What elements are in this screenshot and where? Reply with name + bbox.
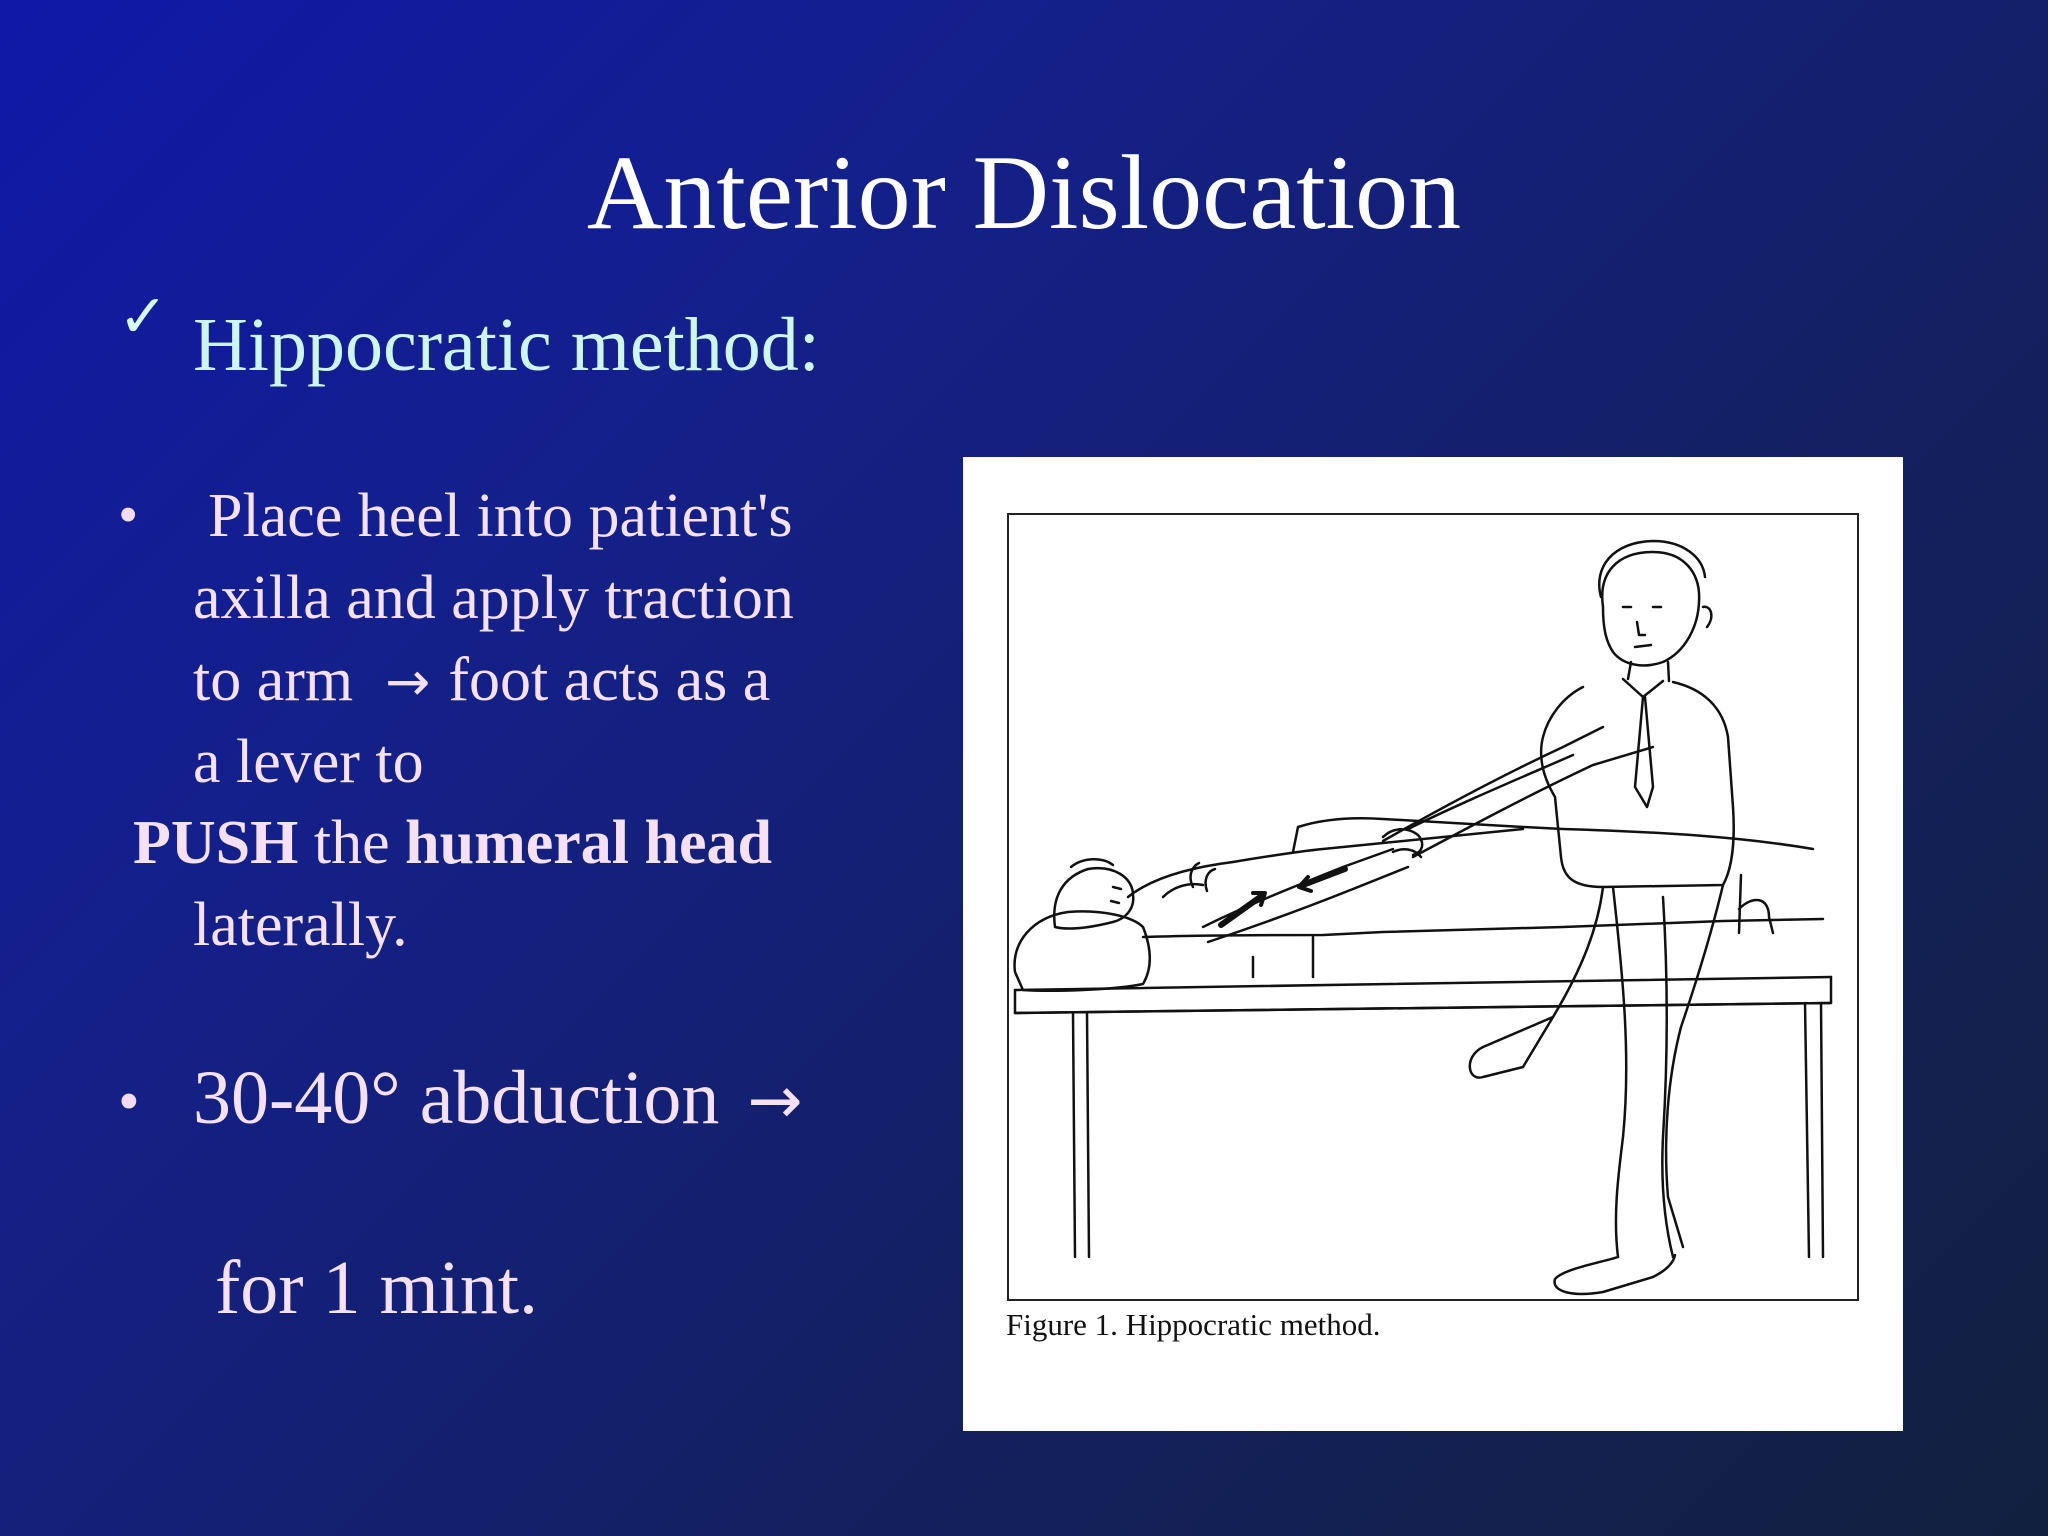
arrow-icon: → xyxy=(747,1062,803,1139)
point1-line4: a lever to xyxy=(193,728,424,796)
bullet-icon: • xyxy=(118,482,139,547)
point1-line5 xyxy=(133,802,772,884)
point1-line5-mid: the xyxy=(298,809,406,877)
figure-panel xyxy=(963,457,1903,1431)
point1-line6: laterally. xyxy=(193,891,408,959)
humeral-head-emphasis: humeral head xyxy=(405,809,772,877)
point1-line2: axilla and apply traction xyxy=(193,564,794,632)
slide-title: Anterior Dislocation xyxy=(586,134,1462,251)
point1-line3 xyxy=(193,639,770,723)
arrow-icon: → xyxy=(385,650,431,713)
point2-line1-text: 30-40° abduction xyxy=(193,1056,720,1140)
point2-line2: for 1 mint. xyxy=(215,1246,538,1330)
push-emphasis: PUSH xyxy=(133,809,299,877)
point2-line1 xyxy=(193,1050,803,1149)
subheading: Hippocratic method: xyxy=(193,303,820,387)
figure-caption: Figure 1. Hippocratic method. xyxy=(1006,1307,1381,1342)
checkmark-icon: ✓ xyxy=(118,282,169,352)
point1-line1: Place heel into patient's xyxy=(208,482,793,550)
point1-line3-b: foot acts as a xyxy=(448,646,771,714)
bullet-icon: • xyxy=(118,1068,140,1136)
hippocratic-method-illustration xyxy=(963,457,1903,1431)
point1-line3-a: to arm xyxy=(193,646,354,714)
